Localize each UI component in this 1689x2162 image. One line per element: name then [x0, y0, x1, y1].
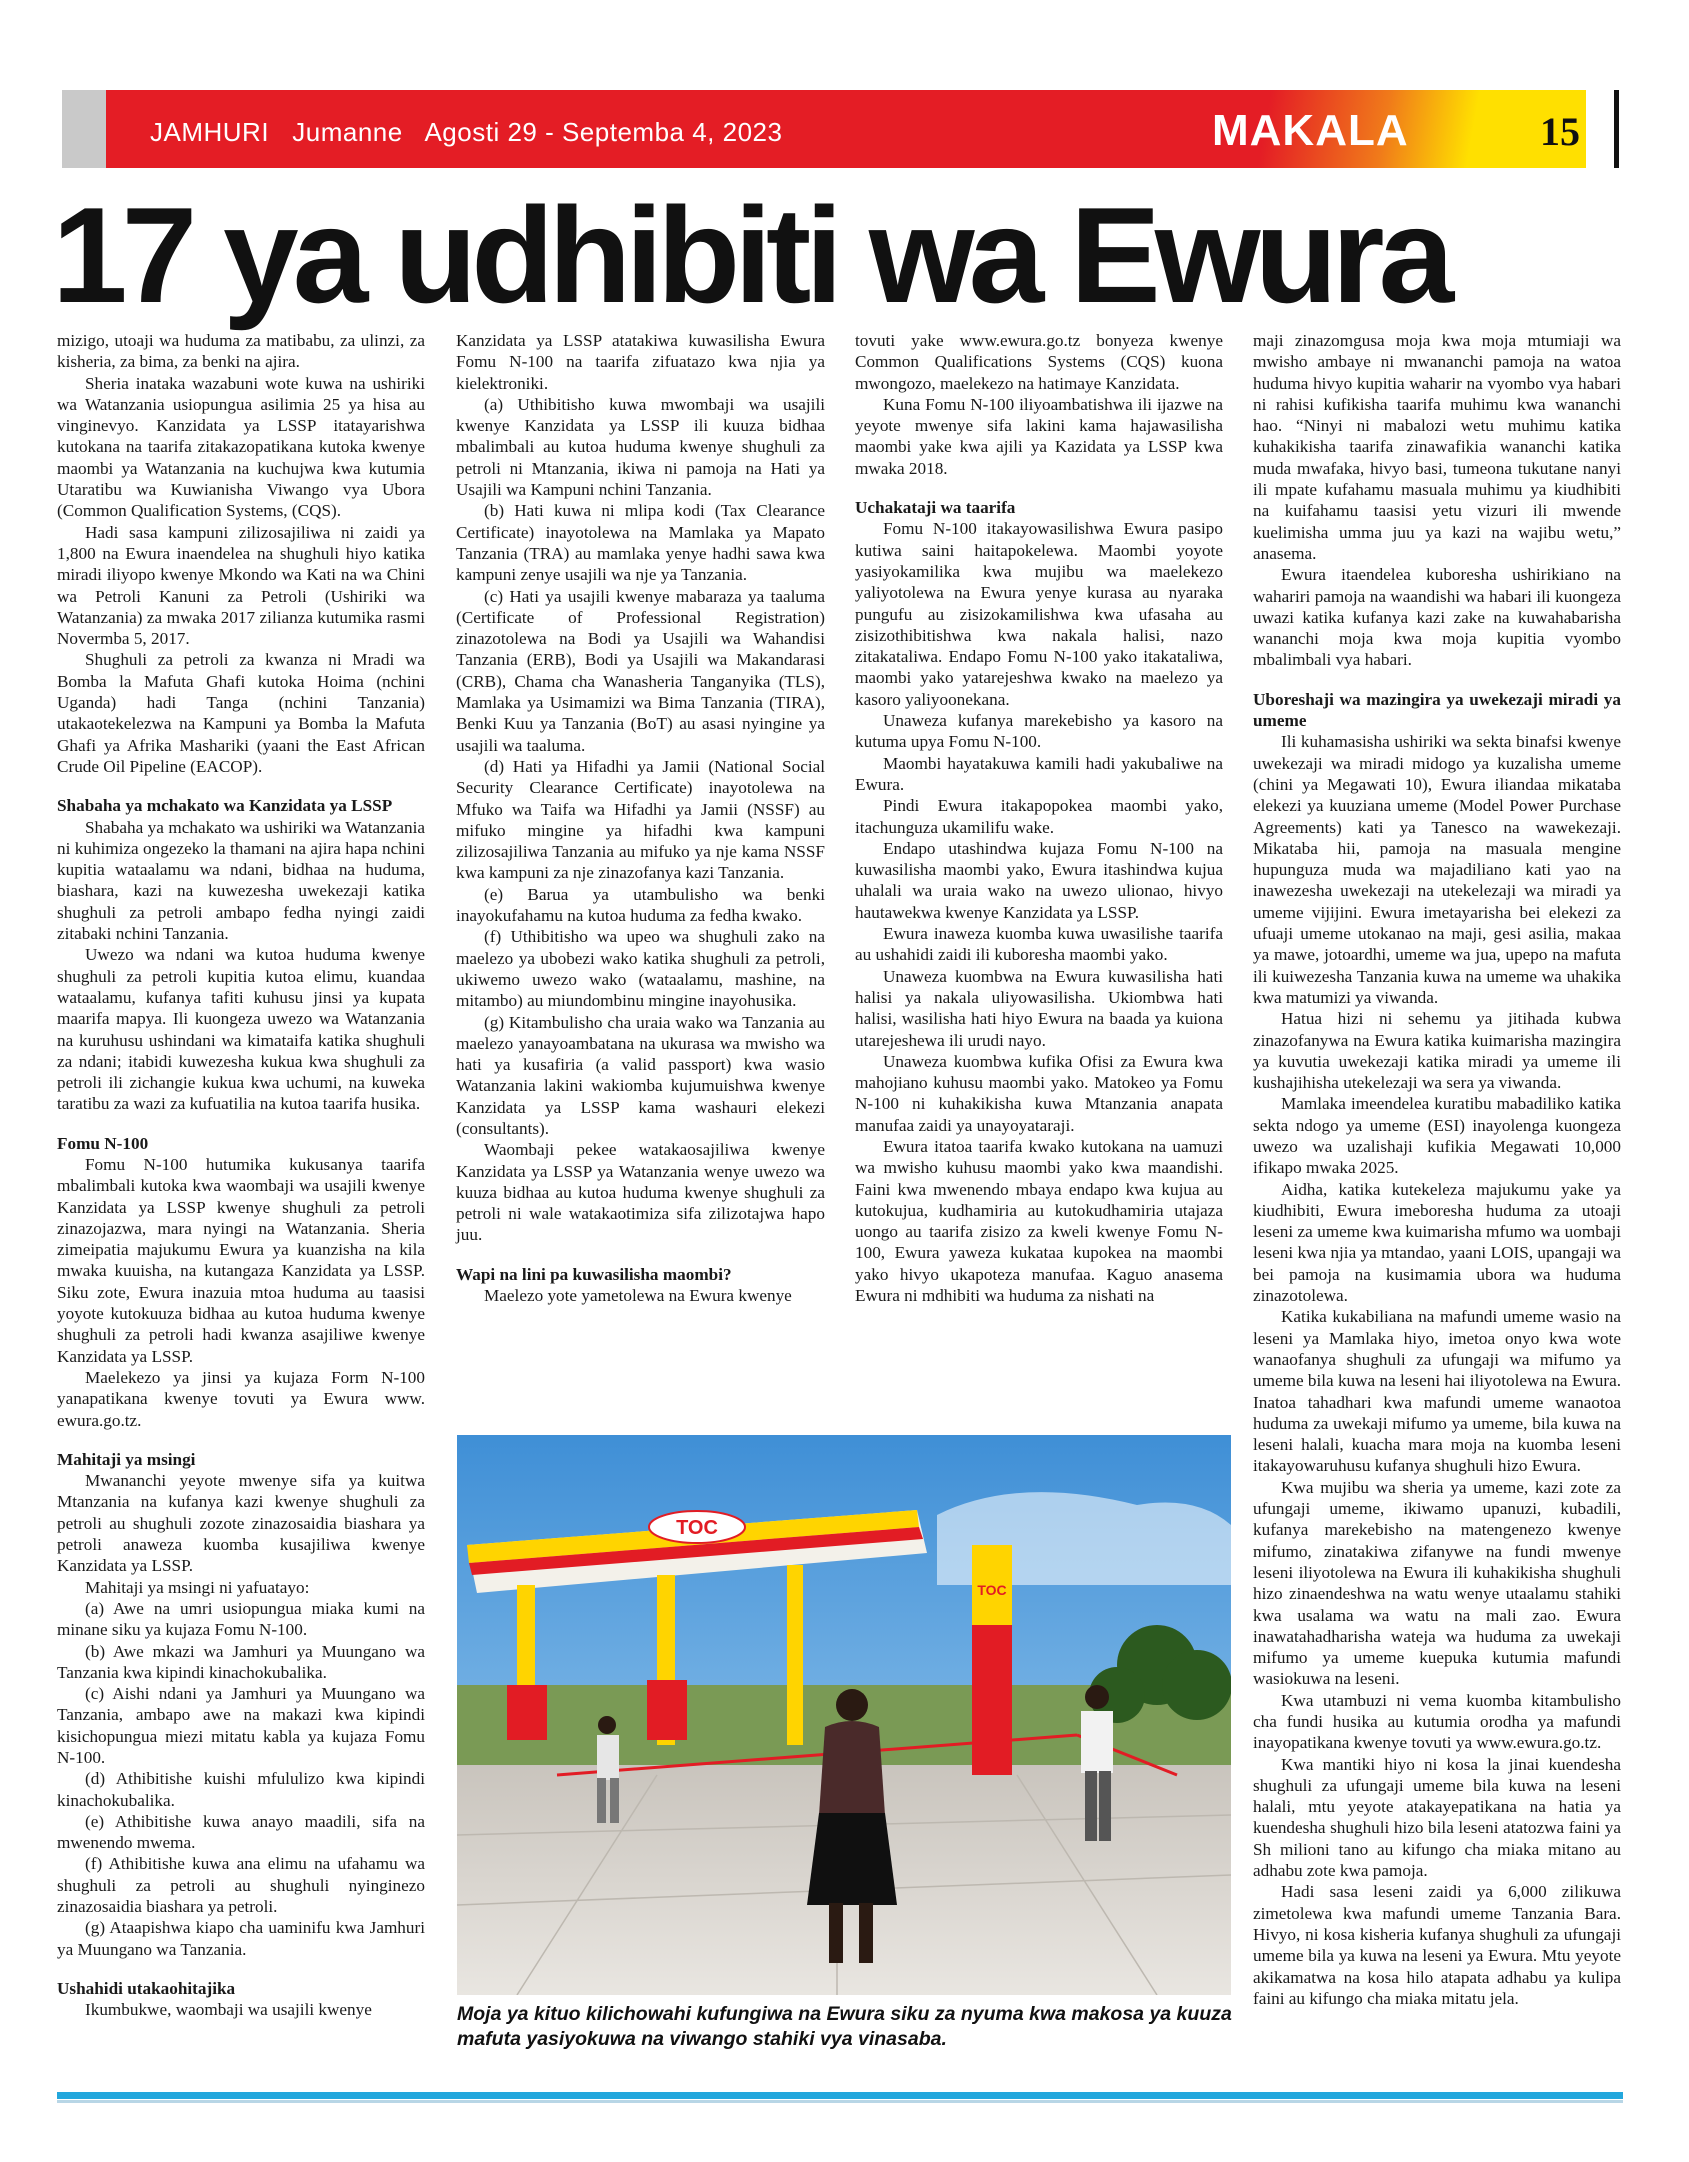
paragraph: Endapo utashindwa kujaza Fomu N-100 na kuwasilisha maombi yako, Ewura itashindwa kujua uhalali wa uraia wako na uwezo ulionao, hivyo hautawekwa kwenye Kanzidata ya LSSP. [855, 838, 1223, 922]
header-dateline [150, 117, 782, 148]
issue-dates: Agosti 29 - Septemba 4, 2023 [424, 117, 783, 147]
paragraph: Shughuli za petroli za kwanza ni Mradi wa Bomba la Mafuta Ghafi kutoka Hoima (nchini Uganda) hadi Tanga (nchini Tanzania) utakaotekelezwa na Kampuni ya Bomba la Mafuta Ghafi ya Afrika Mashariki (yaani the East African Crude Oil Pipeline (EACOP). [57, 650, 425, 776]
paragraph: (f) Uthibitisho wa upeo wa shughuli zako na maelezo ya ubobezi wako katika shughuli za petroli, ukiwemo uwezo wako (wataalamu, mashine, na mitambo) au miundombinu mingine inayohusika. [456, 927, 825, 1011]
paragraph: (d) Athibitishe kuishi mfululizo kwa kipindi kinachokubalika. [57, 1769, 425, 1810]
issue-day: Jumanne [292, 117, 403, 147]
section-name: MAKALA [1212, 106, 1409, 155]
subheading: Uchakataji wa taarifa [855, 498, 1016, 518]
paragraph: (b) Awe mkazi wa Jamhuri ya Muungano wa Tanzania kwa kipindi kinachokubalika. [57, 1641, 425, 1682]
footer-rule-shadow [57, 2100, 1623, 2103]
paragraph: Sheria inataka wazabuni wote kuwa na ushiriki wa Watanzania usiopungua asilimia 25 ya hisa au vinginevyo. Kanzidata ya LSSP itatayarishwa kutokana na taarifa zitakazopatikana kutoka kwenye maombi ya Watanzania na kuchujwa kwa kutumia Utaratibu wa Kuwianisha Viwango vya Ubora (Common Qualification Systems, (CQS). [57, 373, 425, 521]
page-number: 15 [1540, 109, 1580, 154]
paragraph: Mwananchi yeyote mwenye sifa ya kuitwa Mtanzania na kufanya kazi kwenye shughuli za petroli au shughuli zozote zinazosaidia biashara ya petroli anaweza kuomba kusajiliwa kwenye Kanzidata ya LSSP. [57, 1471, 425, 1576]
paragraph: Fomu N-100 itakayowasilishwa Ewura pasipo kutiwa saini haitapokelewa. Maombi yoyote yasiyokamilika kwa mujibu wa maelekezo yaliyotolewa na Ewura yenye kurasa au nyaraka pungufu au zisizokamilishwa kwa ufasaha au zisizothibitishwa kwa nakala halisi, nazo zitakataliwa. Endapo Fomu N-100 yako itakataliwa, maombi yako yatarejeshwa kwako na maelezo ya kasoro yaliyoonekana. [855, 519, 1223, 709]
paragraph: (g) Ataapishwa kiapo cha uaminifu kwa Jamhuri ya Muungano wa Tanzania. [57, 1918, 425, 1959]
paragraph: Ikumbukwe, waombaji wa usajili kwenye [85, 2000, 372, 2020]
paragraph: Uwezo wa ndani wa kutoa huduma kwenye shughuli za petroli kupitia kutoa elimu, kuandaa wataalamu, kufanya tafiti kuhusu jinsi ya kupata maarifa mapya. Ili kuongeza uwezo wa Watanzania na kuruhusu ushindani wa kimataifa katika shughuli za ndani; itabidi kuwezesha kukua kwa shughuli za petroli ili zichangie kukua kwa uchumi, na kuweka taratibu za wazi za kufuatilia na kutoa taarifa husika. [57, 945, 425, 1114]
paragraph: maji zinazomgusa moja kwa moja mtumiaji wa mwisho ambaye ni mwananchi pamoja na watoa huduma hivyo kupitia waharir na vyombo vya habari ni rahisi kufikisha taarifa muhimu kwa wananchi hao. “Ninyi ni mabalozi wetu muhimu katika kuhakikisha taarifa zinawafikia wananchi katika muda mwafaka, hivyo basi, tumeona tukutane nanyi ili mpate kufahamu masuala muhimu ya kiudhibiti na kuifahamu taasisi yetu vizuri ili mwende kuelimisha umma juu ya kazi na wajibu wetu,” anasema. [1253, 331, 1621, 563]
paragraph: Ewura itatoa taarifa kwako kutokana na uamuzi wa mwisho kuhusu maombi yako kwa maandishi. Faini kwa mwenendo mbaya endapo kwa kujua au kutokujua, kudhamiria au kutokudhamiria utajaza uongo au taarifa zisizo za kweli kwenye Fomu N-100, Ewura yaweza kukataa kupokea na maombi yako hivyo ukapoteza manufaa. Kaguo anasema Ewura ni mdhibiti wa huduma za nishati na [855, 1136, 1223, 1306]
headline: 17 ya udhibiti wa Ewura [52, 179, 1449, 331]
fuel-station-photo [457, 1435, 1231, 1995]
paragraph: Kuna Fomu N-100 iliyoambatishwa ili ijazwe na yeyote mwenye sifa lakini kama hajawasilisha maombi yake kwa ajili ya Kazidata ya LSSP kwa mwaka 2018. [855, 394, 1223, 478]
paragraph: Katika kukabiliana na mafundi umeme wasio na leseni ya Mamlaka hiyo, imetoa onyo kwa wote wanaofanya shughuli za ufungaji wa mifumo ya umeme bila kuwa na leseni hai iliyotolewa na Ewura. Inatoa tahadhari kwa mafundi umeme wanaotoa huduma za uwekaji mifumo ya umeme, bila kuwa na leseni halali, kuacha mara moja na kuomba leseni itakayowaruhusu kufanya shughuli hizo Ewura. [1253, 1307, 1621, 1476]
paragraph: (e) Barua ya utambulisho wa benki inayokufahamu na kutoa huduma za fedha kwako. [456, 884, 825, 926]
paragraph: (e) Athibitishe kuwa anayo maadili, sifa na mwenendo mwema. [57, 1811, 425, 1853]
paragraph: (c) Aishi ndani ya Jamhuri ya Muungano wa Tanzania, ambapo awe na makazi kwa kipindi kisichopungua miezi mitatu kabla ya kujaza Fomu N-100. [57, 1684, 425, 1767]
station-sign-text: TOC [676, 1517, 718, 1539]
subheading: Shabaha ya mchakato wa Kanzidata ya LSSP [57, 796, 393, 816]
paper-name: JAMHURI [150, 117, 270, 147]
header-end-bar [1614, 90, 1619, 168]
paragraph: Ewura itaendelea kuboresha ushirikiano na wahariri pamoja na waandishi wa habari ili kuongeza uwazi katika kufanya kazi zake na kuwahabarisha wananchi moja kwa moja kupitia vyombo mbalimbali vya habari. [1253, 565, 1621, 670]
subheading: Mahitaji ya msingi [57, 1449, 196, 1469]
subheading: Wapi na lini pa kuwasilisha maombi? [456, 1264, 732, 1284]
column-2 [456, 330, 825, 1306]
paragraph: Unaweza kufanya marekebisho ya kasoro na kutuma upya Fomu N-100. [855, 711, 1223, 752]
paragraph: (g) Kitambulisho cha uraia wako wa Tanzania au maelezo yanayoambatana na ukurasa wa mwisho wa hati ya kusafiria (a valid passport) kwa wasio Watanzania lakini wakiomba kujumuishwa kwenye Kanzidata ya LSSP kama washauri elekezi (consultants). [456, 1012, 825, 1138]
paragraph: Mamlaka imeendelea kuratibu mabadiliko katika sekta ndogo ya umeme (ESI) inayolenga kuongeza uwezo wa uzalishaji kufikia Megawati 10,000 ifikapo mwaka 2025. [1253, 1094, 1621, 1178]
paragraph: tovuti yake www.ewura.go.tz bonyeza kwenye Common Qualifications Systems (CQS) kuona mwongozo, maelekezo na hatimaye Kanzidata. [855, 331, 1223, 393]
photo-caption: Moja ya kituo kilichowahi kufungiwa na Ewura siku za nyuma kwa makosa ya kuuza mafuta yasiyokuwa na viwango stahiki vya vinasaba. [457, 2003, 1232, 2050]
paragraph: Hadi sasa kampuni zilizosajiliwa ni zaidi ya 1,800 na Ewura inaendelea na shughuli hiyo katika miradi iliyopo kwenye Mkondo wa Kati na wa Chini wa Petroli Kanuni za Petroli (Ushiriki wa Watanzania) za mwaka 2017 zilianza kutumika rasmi Novermba 5, 2017. [57, 522, 425, 649]
paragraph: Ewura inaweza kuomba kuwa uwasilishe taarifa au ushahidi zaidi ili kuboresha maombi yako. [855, 924, 1223, 965]
paragraph: Ili kuhamasisha ushiriki wa sekta binafsi kwenye uwekezaji wa miradi midogo ya kuzalisha umeme (chini ya Megawati 10), Ewura iliandaa mikataba elekezi ya kuuziana umeme (Model Power Purchase Agreements) kati ya Tanesco na wawekezaji. Mikataba hii, pamoja na masuala mengine hupunguza muda wa majadiliano kati yao na inawezesha uwekezaji na utekelezaji wa miradi ya umeme vijijini. Ewura imetayarisha bei elekezi za ufuaji umeme utokanao na maji, gesi asilia, makaa ya mawe, jotoardhi, umeme wa jua, upepo na mafuta ili kuiwezesha Tanzania kuwa na umeme wa uhakika kwa matumizi ya viwanda. [1253, 732, 1621, 1007]
footer-rule [57, 2092, 1623, 2099]
paragraph: mizigo, utoaji wa huduma za matibabu, za ulinzi, za kisheria, za bima, za benki na ajira. [57, 331, 425, 372]
paragraph: Kwa mujibu wa sheria ya umeme, kazi zote za ufungaji umeme, ikiwamo upanuzi, kubadili, kufanya marekebisho na matengenezo kwenye mifumo, zinatakiwa zifanywe na fundi mwenye leseni iliyotolewa na Ewura ili kuhakikisha shughuli hizo zinaendeshwa na watu wenye utaalamu stahiki kwa usalama wa watu na mali zao. Ewura inawatahadharisha wateja wa huduma za uwekaji mifumo ya umeme kuepuka kutumia mafundi wasiokuwa na leseni. [1253, 1477, 1621, 1689]
subheading: Ushahidi utakaohitajika [57, 1978, 236, 1998]
paragraph: Kwa utambuzi ni vema kuomba kitambulisho cha fundi husika au kutumia orodha ya mafundi inayopatikana kwenye tovuti ya www.ewura.go.tz. [1253, 1690, 1621, 1753]
paragraph: Kwa mantiki hiyo ni kosa la jinai kuendesha shughuli za ufungaji umeme bila kuwa na leseni halali, mtu yeyote atakayepatikana na hatia ya kuendesha shughuli hizo bila leseni atatozwa faini ya Sh milioni tano au kifungo cha miaka mitano au adhabu zote kwa pamoja. [1253, 1754, 1621, 1881]
pylon-sign-text: TOC [977, 1582, 1007, 1598]
paragraph: Aidha, katika kutekeleza majukumu yake ya kiudhibiti, Ewura imeboresha huduma za utoaji leseni za umeme kwa kuimarisha mfumo wa uombaji leseni kwa njia ya mtandao, yaani LOIS, upangaji wa bei pamoja na kusimamia ubora wa huduma zinazotolewa. [1253, 1179, 1621, 1306]
paragraph: Waombaji pekee watakaosajiliwa kwenye Kanzidata ya LSSP ya Watanzania wenye uwezo wa kuuza bidhaa au kutoa huduma kwenye shughuli za petroli ni wale watakaotimiza sifa zilizotajwa hapo juu. [456, 1140, 825, 1245]
paragraph: Pindi Ewura itakapopokea maombi yako, itachunguza ukamilifu wake. [855, 796, 1223, 837]
paragraph: (d) Hati ya Hifadhi ya Jamii (National Social Security Clearance Certificate) inayotolewa na Mfuko wa Taifa wa Hifadhi ya Jamii (NSSF) au mifuko mingine ya hifadhi kwa kampuni zilizosajiliwa Tanzania au mifuko ya nje kama NSSF kwa kampuni za nje zinazofanya kazi Tanzania. [456, 756, 825, 883]
paragraph: Unaweza kuombwa kufika Ofisi za Ewura kwa mahojiano kuhusu maombi yako. Matokeo ya Fomu N-100 ni kuhakikisha kuwa Mtanzania anapata manufaa zaidi ya unayoyataraji. [855, 1051, 1223, 1135]
column-3 [855, 330, 1223, 1306]
paragraph: (a) Uthibitisho kuwa mwombaji wa usajili kwenye Kanzidata ya LSSP ili kuuza bidhaa mbalimbali au kutoa huduma kwenye shughuli za petroli ni Mtanzania, ikiwa ni pamoja na Hati ya Usajili wa Kampuni nchini Tanzania. [456, 394, 825, 500]
subheading: Uboreshaji wa mazingira ya uwekezaji miradi ya umeme [1253, 689, 1621, 731]
paragraph: (c) Hati ya usajili kwenye mabaraza ya taaluma (Certificate of Professional Registration) zinazotolewa na Bodi ya Usajili wa Wahandisi Tanzania (ERB), Bodi ya Usajili wa Makandarasi (CRB), Chama cha Wanasheria Tanganyika (TLS), Mamlaka ya Usimamizi wa Bima Tanzania (TIRA), Benki Kuu ya Tanzania (BoT) au asasi nyingine ya usajili wa taaluma. [456, 586, 825, 755]
paragraph: (b) Hati kuwa ni mlipa kodi (Tax Clearance Certificate) inayotolewa na Mamlaka ya Mapato Tanzania (TRA) au mamlaka yenye hadhi sawa kwa kampuni zenye usajili wa nje ya Tanzania. [456, 501, 825, 585]
paragraph: (f) Athibitishe kuwa ana elimu na ufahamu wa shughuli za petroli au shughuli nyinginezo zinazosaidia biashara ya petroli. [57, 1854, 425, 1917]
paragraph: Unaweza kuombwa na Ewura kuwasilisha hati halisi ya nakala uliyowasilisha. Ukiombwa hati halisi, wasilisha hati hiyo Ewura na baada ya kuiona utarejeshewa ili urudi nayo. [855, 966, 1223, 1050]
paragraph: Shabaha ya mchakato wa ushiriki wa Watanzania ni kuhimiza ongezeko la thamani na ajira hapa nchini kupitia wataalamu wa ndani, bidhaa na huduma, biashara, kazi na kuwezesha uwekezaji katika shughuli za petroli ambapo fedha nyingi zaidi zitabaki nchini Tanzania. [57, 817, 425, 944]
paragraph: Mahitaji ya msingi ni yafuatayo: [85, 1577, 310, 1597]
header-grey-block [62, 90, 106, 168]
paragraph: Maelekezo ya jinsi ya kujaza Form N-100 yanapatikana kwenye tovuti ya Ewura www. ewura.go.tz. [57, 1367, 425, 1430]
paragraph: Hadi sasa leseni zaidi ya 6,000 zilikuwa zimetolewa kwa mafundi umeme Tanzania Bara. Hivyo, ni kosa kisheria kufanya shughuli za ufungaji umeme bila ya kuwa na leseni ya Ewura. Mtu yeyote akikamatwa na kosa hilo atapata adhabu ya kulipa faini au kifungo cha miaka mitatu jela. [1253, 1882, 1621, 2008]
column-1 [57, 330, 425, 2021]
paragraph: Kanzidata ya LSSP atatakiwa kuwasilisha Ewura Fomu N-100 na taarifa zifuatazo kwa njia ya kielektroniki. [456, 331, 825, 393]
subheading: Fomu N-100 [57, 1133, 149, 1153]
paragraph: Maelezo yote yametolewa na Ewura kwenye [484, 1286, 792, 1306]
paragraph: Hatua hizi ni sehemu ya jitihada kubwa zinazofanywa na Ewura katika kuimarisha mazingira ya kuvutia uwekezaji katika miradi ya umeme ili kushajihisha utekelezaji wa sera ya viwanda. [1253, 1009, 1621, 1093]
paragraph: Maombi hayatakuwa kamili hadi yakubaliwe na Ewura. [855, 753, 1223, 794]
paragraph: Fomu N-100 hutumika kukusanya taarifa mbalimbali kutoka kwa waombaji wa usajili kwenye Kanzidata ya LSSP kwenye shughuli za petroli zinazojazwa, mara nyingi na Watanzania. Sheria zimeipatia majukumu Ewura ya kuanzisha na kila mwaka kuuisha, na kutangaza Kanzidata ya LSSP. Siku zote, Ewura inazuia mtoa huduma au taasisi yoyote kutokuuza bidhaa au kutoa huduma kwenye shughuli za petroli hadi kwanza asajiliwe kwenye Kanzidata ya LSSP. [57, 1154, 425, 1366]
paragraph: (a) Awe na umri usiopungua miaka kumi na minane siku ya kujaza Fomu N-100. [57, 1598, 425, 1640]
column-4 [1253, 330, 1621, 2009]
